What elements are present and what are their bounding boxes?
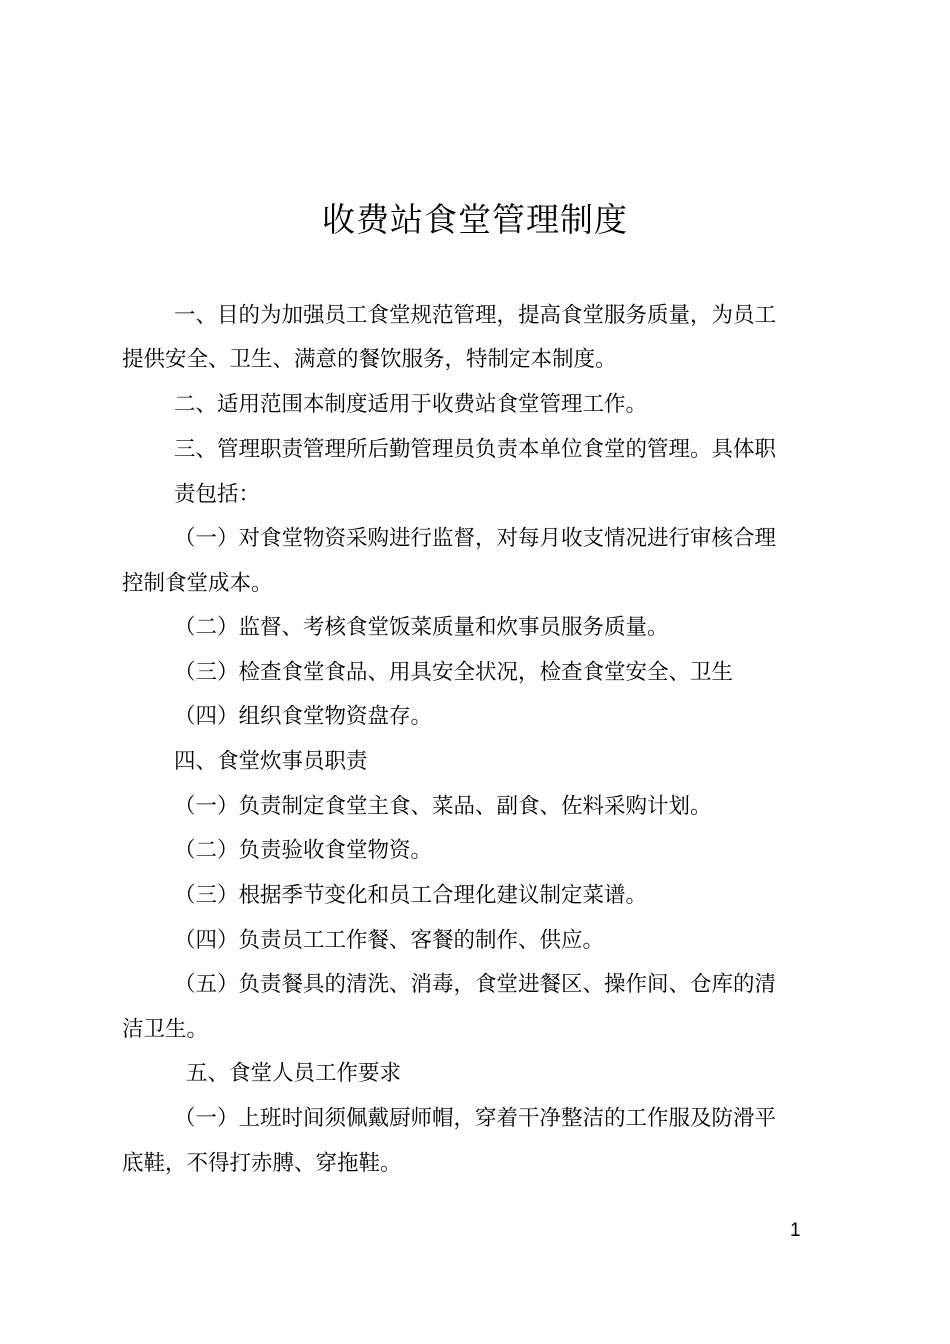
paragraph-line: 三、管理职责管理所后勤管理员负责本单位食堂的管理。具体职 [174,437,777,462]
page-number: 1 [790,1220,801,1241]
paragraph-line: 二、适用范围本制度适用于收费站食堂管理工作。 [174,392,648,417]
paragraph-line: 提供安全、卫生、满意的餐饮服务，特制定本制度。 [122,347,617,372]
paragraph-line: （三）检查食堂食品、用具安全状况，检查食堂安全、卫生 [174,660,734,685]
paragraph-line: （四）负责员工工作餐、客餐的制作、供应。 [174,928,605,953]
paragraph-line: （四）组织食堂物资盘存。 [174,704,433,729]
paragraph-line: （一）上班时间须佩戴厨师帽，穿着干净整洁的工作服及防滑平 [174,1106,777,1131]
paragraph-line: （一）对食堂物资采购进行监督，对每月收支情况进行审核合理 [174,526,777,551]
paragraph-line: 责包括： [174,482,261,507]
paragraph-line: （五）负责餐具的清洗、消毒，食堂进餐区、操作间、仓库的清 [174,972,777,997]
paragraph-line: （三）根据季节变化和员工合理化建议制定菜谱。 [174,883,648,908]
paragraph-line: （一）负责制定食堂主食、菜品、副食、佐料采购计划。 [174,794,712,819]
paragraph-line: 控制食堂成本。 [122,571,273,596]
section-heading: 五、食堂人员工作要求 [186,1061,402,1086]
paragraph-line: 一、目的为加强员工食堂规范管理，提高食堂服务质量，为员工 [174,303,777,328]
document-title: 收费站食堂管理制度 [322,200,628,239]
paragraph-line: 洁卫生。 [122,1017,209,1042]
section-heading: 四、食堂炊事员职责 [174,749,368,774]
paragraph-line: （二）监督、考核食堂饭菜质量和炊事员服务质量。 [174,615,669,640]
paragraph-line: （二）负责验收食堂物资。 [174,838,433,863]
paragraph-line: 底鞋，不得打赤膊、穿拖鞋。 [122,1151,402,1176]
